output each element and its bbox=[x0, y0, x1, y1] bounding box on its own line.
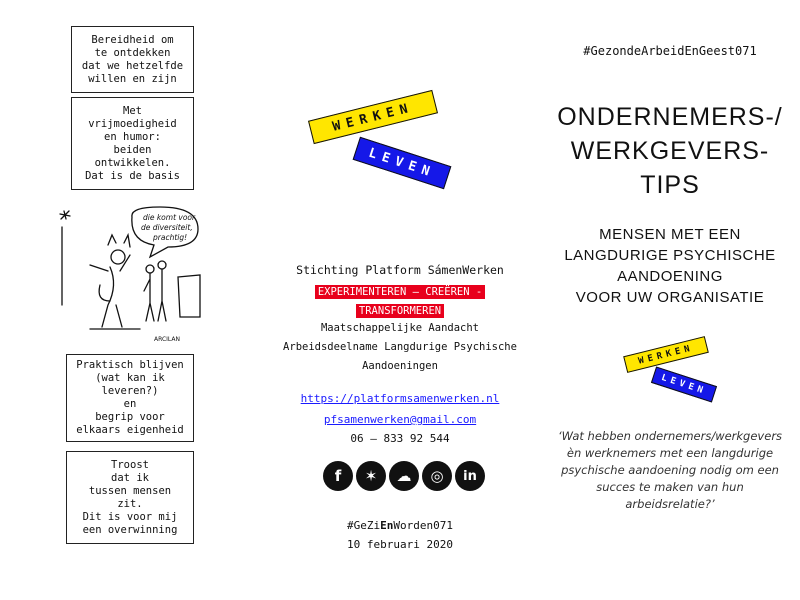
box-line: en bbox=[123, 398, 137, 410]
box-line: te ontdekken bbox=[94, 46, 171, 59]
closing-quote: ‘Wat hebben ondernemers/werkgevers èn werknemers met een langdurige psychische aandoening nodig om een succes te maken van hun arbeidsrelatie?’ bbox=[557, 429, 783, 511]
speech-text-1: die komt voor bbox=[143, 213, 196, 222]
box-line: Dat is de basis bbox=[85, 169, 180, 182]
logo-small-werken-plate bbox=[623, 336, 709, 373]
linkedin-icon[interactable] bbox=[455, 461, 485, 491]
logo-small-werken-text: WERKEN bbox=[637, 342, 695, 367]
date: 10 februari 2020 bbox=[347, 538, 453, 551]
org-line-5: Aandoeningen bbox=[362, 360, 438, 372]
logo-werken-plate bbox=[308, 90, 438, 144]
tagline-line-2: TRANSFORMEREN bbox=[356, 304, 444, 318]
logo-leven-text: LEVEN bbox=[366, 145, 438, 181]
instagram-glyph: ◎ bbox=[430, 467, 444, 485]
footer-info bbox=[280, 518, 520, 553]
logo-small-leven-plate bbox=[651, 367, 717, 403]
box-line: Troost bbox=[111, 458, 149, 471]
cartoon-signature: ARCILAN bbox=[154, 336, 181, 343]
box-line: begrip voor bbox=[95, 411, 165, 423]
logo-werken-text: WERKEN bbox=[330, 99, 416, 135]
box-line: Dit is voor mij bbox=[82, 510, 178, 523]
subtitle-line-3: AANDOENING bbox=[617, 268, 723, 285]
box-line: en humor: bbox=[104, 130, 161, 143]
twitter-glyph: ✶ bbox=[364, 467, 378, 485]
subtitle-line-2: LANGDURIGE PSYCHISCHE bbox=[564, 247, 776, 264]
box-line: Praktisch blijven bbox=[76, 359, 184, 371]
contact-info bbox=[280, 387, 520, 447]
right-panel bbox=[540, 44, 800, 58]
hashtag-footer bbox=[280, 518, 520, 534]
title-line-2: WERKGEVERS- bbox=[570, 137, 770, 165]
quote-block bbox=[552, 428, 788, 513]
phone-number: 06 – 833 92 544 bbox=[350, 432, 450, 445]
subtitle-block bbox=[540, 224, 800, 308]
main-title bbox=[540, 100, 800, 202]
speech-text-2: de diversiteit, bbox=[141, 223, 193, 232]
box-line: dat we hetzelfde bbox=[81, 59, 184, 72]
box-line: beiden bbox=[113, 143, 152, 156]
org-line-4: Arbeidsdeelname Langdurige Psychische bbox=[283, 341, 517, 353]
werken-leven-logo-small bbox=[618, 330, 728, 405]
cartoon-illustration bbox=[50, 205, 210, 345]
org-line-3: Maatschappelijke Aandacht bbox=[320, 322, 480, 334]
box-line: Met bbox=[123, 104, 142, 117]
subtitle-line-1: MENSEN MET EEN bbox=[599, 226, 741, 243]
hashtag-top: #GezondeArbeidEnGeest071 bbox=[583, 44, 757, 58]
tagline-line-1: EXPERIMENTEREN – CREËREN - bbox=[315, 285, 485, 299]
facebook-glyph: f bbox=[334, 467, 342, 485]
organisation-info bbox=[280, 262, 520, 374]
box-line: tussen mensen bbox=[88, 484, 172, 497]
box-line: dat ik bbox=[111, 471, 149, 484]
speech-text-3: prachtig! bbox=[153, 233, 188, 242]
email-link[interactable]: pfsamenwerken@gmail.com bbox=[323, 413, 477, 426]
quote-box-3 bbox=[66, 354, 194, 442]
twitter-icon[interactable] bbox=[356, 461, 386, 491]
linkedin-glyph: in bbox=[463, 468, 477, 484]
quote-box-2 bbox=[71, 97, 194, 190]
hashtag-bold: En bbox=[380, 519, 394, 532]
instagram-icon[interactable] bbox=[422, 461, 452, 491]
subtitle-line-4: VOOR UW ORGANISATIE bbox=[575, 289, 765, 306]
logo-leven-plate bbox=[353, 137, 452, 189]
box-line: Bereidheid om bbox=[91, 33, 174, 46]
box-line: vrijmoedigheid bbox=[88, 117, 177, 130]
title-line-3: TIPS bbox=[640, 171, 700, 199]
cloud-icon[interactable] bbox=[389, 461, 419, 491]
box-line: (wat kan ik bbox=[95, 372, 165, 384]
org-name: Stichting Platform SámenWerken bbox=[296, 263, 504, 277]
logo-small-leven-text: LEVEN bbox=[660, 372, 708, 397]
box-line: een overwinning bbox=[82, 523, 178, 536]
hashtag-pre: #GeZi bbox=[347, 519, 381, 532]
social-icons bbox=[323, 461, 485, 491]
werken-leven-logo bbox=[294, 85, 464, 195]
title-line-1: ONDERNEMERS-/ bbox=[557, 103, 783, 131]
website-link[interactable]: https://platformsamenwerken.nl bbox=[300, 392, 500, 405]
facebook-icon[interactable] bbox=[323, 461, 353, 491]
box-line: willen en zijn bbox=[88, 72, 177, 85]
box-line: leveren?) bbox=[101, 385, 159, 397]
hashtag-post: Worden071 bbox=[393, 519, 453, 532]
box-line: ontwikkelen. bbox=[94, 156, 171, 169]
cloud-glyph: ☁ bbox=[396, 467, 412, 485]
quote-box-4 bbox=[66, 451, 194, 544]
quote-box-1 bbox=[71, 26, 194, 93]
box-line: elkaars eigenheid bbox=[76, 424, 184, 436]
box-line: zit. bbox=[117, 497, 143, 510]
